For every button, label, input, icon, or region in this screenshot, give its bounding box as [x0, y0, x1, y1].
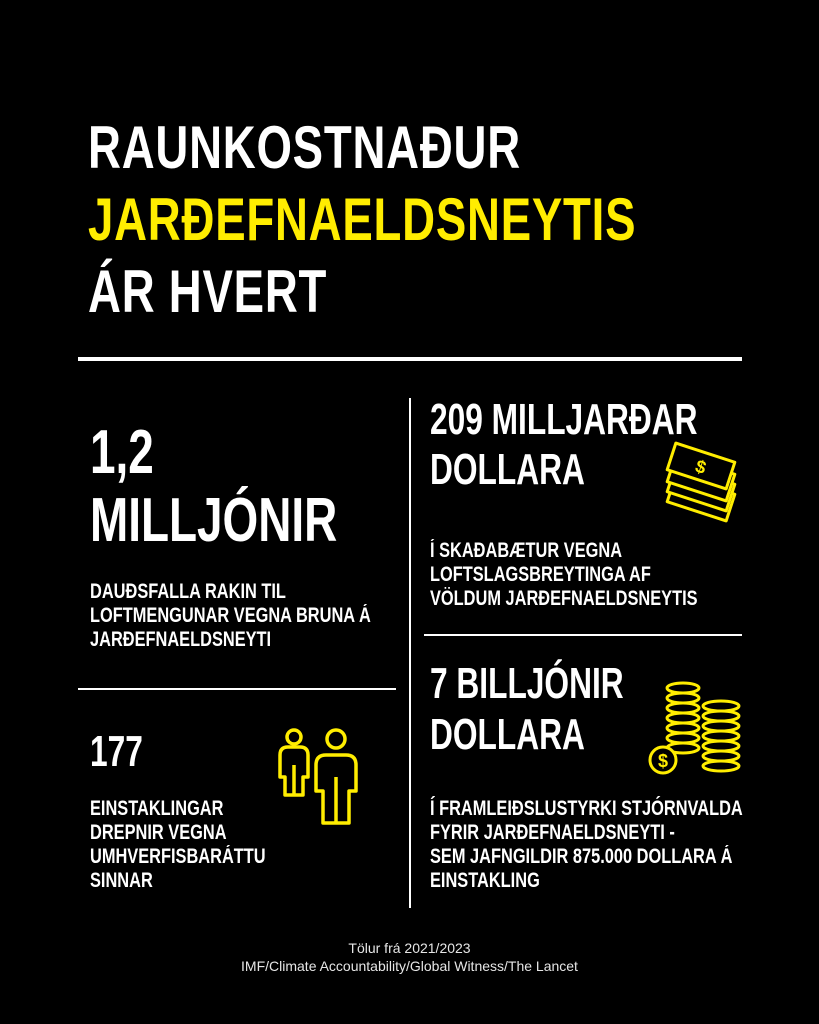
- activists-desc-1: EINSTAKLINGAR: [90, 797, 224, 820]
- subsidies-desc-1: Í FRAMLEIÐSLUSTYRKI STJÓRNVALDA: [430, 797, 743, 820]
- activists-desc-4: SINNAR: [90, 869, 153, 892]
- deaths-desc-3: JARÐEFNAELDSNEYTI: [90, 628, 272, 651]
- left-divider: [78, 688, 396, 690]
- title-divider: [78, 357, 742, 361]
- svg-text:$: $: [692, 455, 709, 479]
- coins-icon: [645, 682, 745, 778]
- damages-number: 209 MILLJARÐAR: [430, 395, 698, 444]
- source-list: IMF/Climate Accountability/Global Witness/The Lancet: [241, 958, 578, 974]
- damages-desc-1: Í SKAÐABÆTUR VEGNA: [430, 539, 623, 562]
- deaths-number: 1,2: [90, 418, 154, 487]
- activists-desc-3: UMHVERFISBARÁTTU: [90, 845, 266, 868]
- people-icon: [276, 725, 366, 830]
- damages-desc-3: VÖLDUM JARÐEFNAELDSNEYTIS: [430, 587, 698, 610]
- subsidies-unit: DOLLARA: [430, 710, 585, 759]
- banknotes-icon: [660, 440, 744, 524]
- right-divider: [424, 634, 742, 636]
- title-line-2: JARÐEFNAELDSNEYTIS: [88, 186, 637, 253]
- subsidies-desc-3: SEM JAFNGILDIR 875.000 DOLLARA Á: [430, 845, 733, 868]
- activists-desc-2: DREPNIR VEGNA: [90, 821, 227, 844]
- deaths-unit: MILLJÓNIR: [90, 486, 338, 555]
- svg-text:$: $: [657, 751, 669, 771]
- title-line-1: RAUNKOSTNAÐUR: [88, 114, 521, 181]
- column-divider: [409, 398, 411, 908]
- damages-unit: DOLLARA: [430, 445, 585, 494]
- deaths-desc-1: DAUÐSFALLA RAKIN TIL: [90, 580, 286, 603]
- subsidies-desc-4: EINSTAKLING: [430, 869, 540, 892]
- source-years: Tölur frá 2021/2023: [348, 940, 471, 956]
- damages-desc-2: LOFTSLAGSBREYTINGA AF: [430, 563, 651, 586]
- title-line-3: ÁR HVERT: [88, 258, 328, 325]
- deaths-desc-2: LOFTMENGUNAR VEGNA BRUNA Á: [90, 604, 371, 627]
- activists-number: 177: [90, 727, 143, 776]
- subsidies-number: 7 BILLJÓNIR: [430, 659, 624, 708]
- subsidies-desc-2: FYRIR JARÐEFNAELDSNEYTI -: [430, 821, 675, 844]
